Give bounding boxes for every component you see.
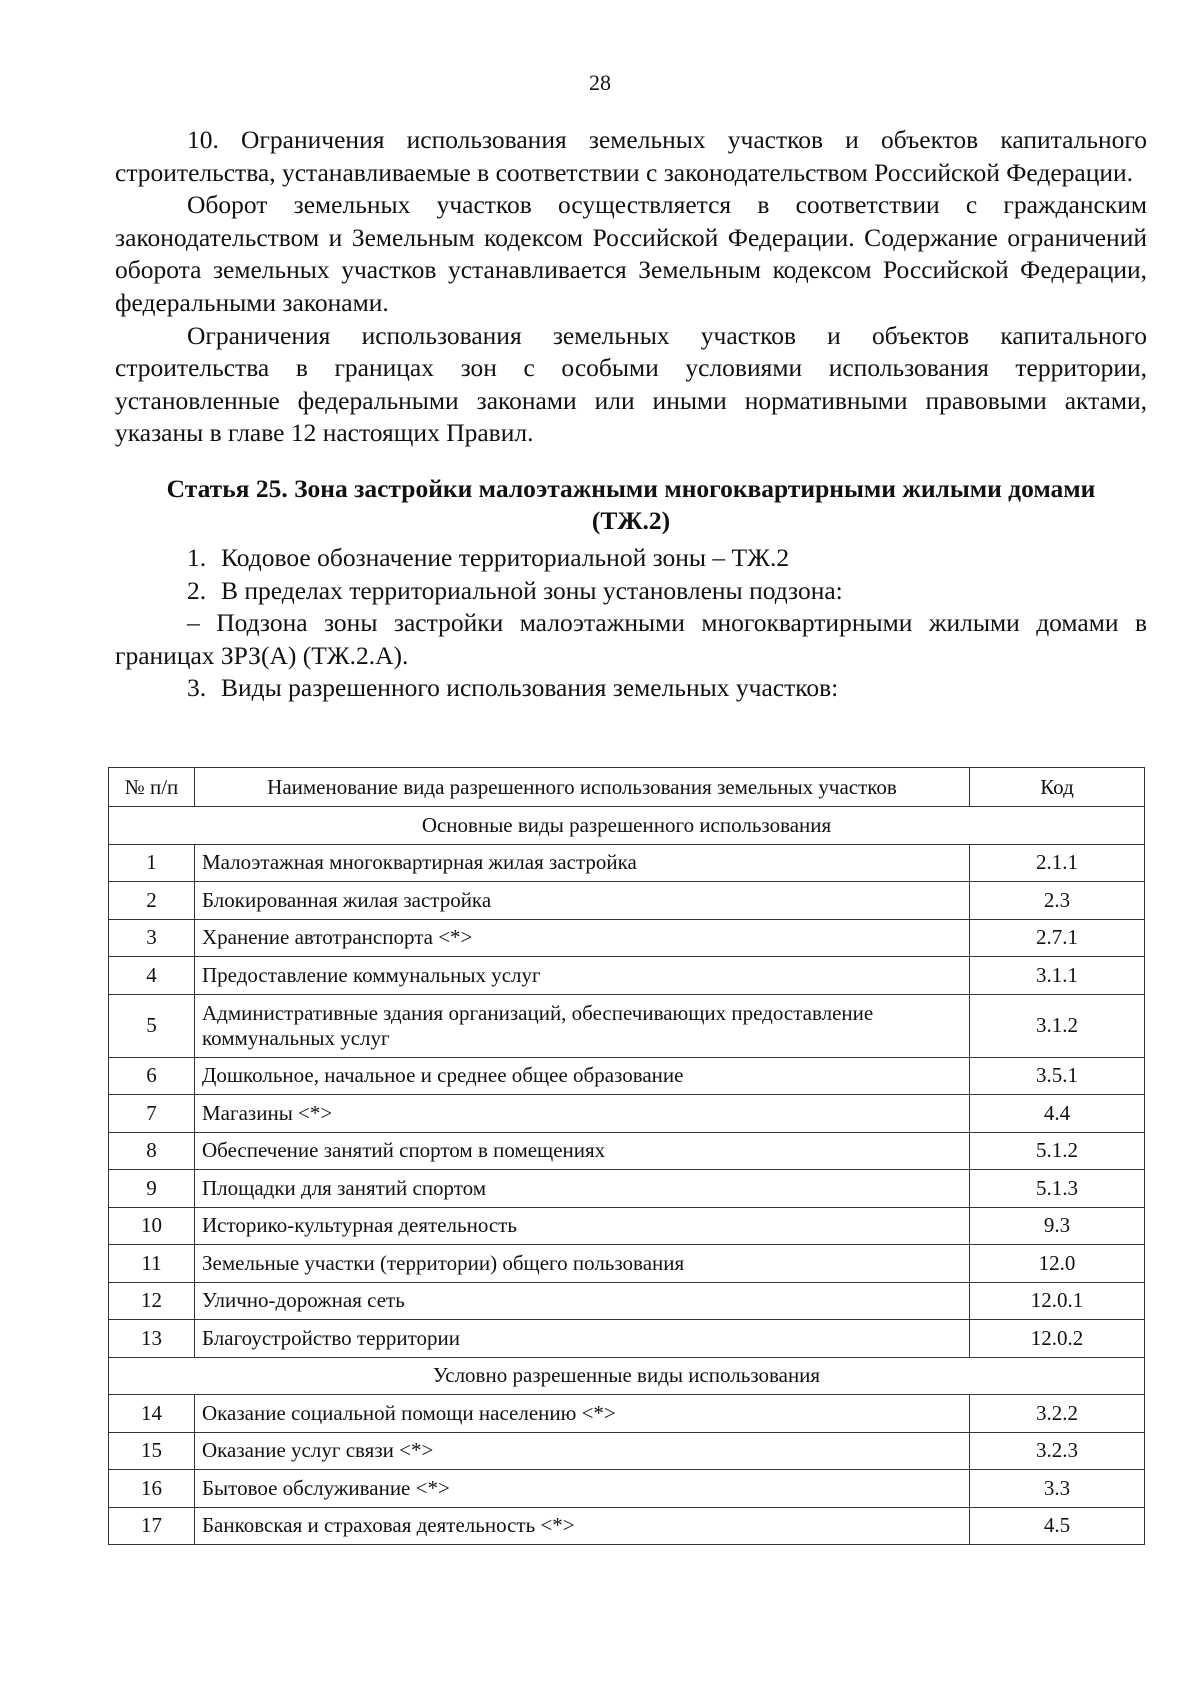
row-code: 2.3 xyxy=(970,882,1145,920)
row-name: Блокированная жилая застройка xyxy=(195,882,970,920)
row-number: 12 xyxy=(109,1282,195,1320)
table-row xyxy=(109,1432,1145,1470)
table-row xyxy=(109,1057,1145,1095)
row-code: 3.5.1 xyxy=(970,1057,1145,1095)
table-row xyxy=(109,1170,1145,1208)
list-item xyxy=(115,542,1147,575)
header-name: Наименование вида разрешенного использования земельных участков xyxy=(195,768,970,807)
list-item-text: В пределах территориальной зоны установлены подзона: xyxy=(221,575,843,605)
list-item-number: 2. xyxy=(187,575,207,605)
table-row xyxy=(109,1282,1145,1320)
section-title: Условно разрешенные виды использования xyxy=(109,1357,1145,1395)
row-code: 2.7.1 xyxy=(970,919,1145,957)
row-number: 4 xyxy=(109,957,195,995)
row-number: 14 xyxy=(109,1395,195,1433)
row-code: 2.1.1 xyxy=(970,844,1145,882)
row-number: 11 xyxy=(109,1245,195,1283)
table-row xyxy=(109,994,1145,1057)
row-number: 8 xyxy=(109,1132,195,1170)
section-row-conditional xyxy=(109,1357,1145,1395)
row-number: 6 xyxy=(109,1057,195,1095)
row-number: 15 xyxy=(109,1432,195,1470)
row-name: Оказание услуг связи <*> xyxy=(195,1432,970,1470)
row-name: Малоэтажная многоквартирная жилая застройка xyxy=(195,844,970,882)
row-name: Административные здания организаций, обеспечивающих предоставление коммунальных услуг xyxy=(195,994,970,1057)
list-item-text: Виды разрешенного использования земельных участков: xyxy=(221,673,839,703)
table-header-row xyxy=(109,768,1145,807)
row-number: 9 xyxy=(109,1170,195,1208)
paragraph: Ограничения использования земельных участков и объектов капитального строительства в границах зон с особыми условиями использования территории, установленные федеральными законами или иными нормативными правовыми актами, указаны в главе 12 настоящих Правил. xyxy=(115,320,1147,448)
row-number: 2 xyxy=(109,882,195,920)
header-code: Код xyxy=(970,768,1145,807)
row-name: Банковская и страховая деятельность <*> xyxy=(195,1507,970,1545)
row-code: 4.5 xyxy=(970,1507,1145,1545)
row-code: 4.4 xyxy=(970,1095,1145,1133)
article-title: Статья 25. Зона застройки малоэтажными многоквартирными жилыми домами (ТЖ.2) xyxy=(166,473,1096,535)
row-name: Магазины <*> xyxy=(195,1095,970,1133)
row-code: 12.0 xyxy=(970,1245,1145,1283)
table-row xyxy=(109,1132,1145,1170)
row-name: Земельные участки (территории) общего пользования xyxy=(195,1245,970,1283)
row-name: Предоставление коммунальных услуг xyxy=(195,957,970,995)
row-name: Дошкольное, начальное и среднее общее образование xyxy=(195,1057,970,1095)
row-number: 3 xyxy=(109,919,195,957)
list-item xyxy=(115,672,1147,705)
section-row-main xyxy=(109,807,1145,845)
row-name: Обеспечение занятий спортом в помещениях xyxy=(195,1132,970,1170)
row-code: 3.1.2 xyxy=(970,994,1145,1057)
header-num: № п/п xyxy=(109,768,195,807)
table-row xyxy=(109,882,1145,920)
table-row xyxy=(109,1507,1145,1545)
row-code: 5.1.3 xyxy=(970,1170,1145,1208)
table-row xyxy=(109,957,1145,995)
row-name: Улично-дорожная сеть xyxy=(195,1282,970,1320)
list-item xyxy=(115,575,1147,608)
subzone-item: – Подзона зоны застройки малоэтажными многоквартирными жилыми домами в границах ЗРЗ(А) (ТЖ.2.А). xyxy=(115,608,1147,670)
row-number: 5 xyxy=(109,994,195,1057)
row-number: 10 xyxy=(109,1207,195,1245)
row-name: Благоустройство территории xyxy=(195,1320,970,1358)
row-code: 12.0.1 xyxy=(970,1282,1145,1320)
table-row xyxy=(109,844,1145,882)
table-row xyxy=(109,1320,1145,1358)
table-row xyxy=(109,1207,1145,1245)
row-name: Площадки для занятий спортом xyxy=(195,1170,970,1208)
table-row xyxy=(109,1395,1145,1433)
permitted-uses-table xyxy=(108,767,1145,1545)
table-row xyxy=(109,1470,1145,1508)
table-row xyxy=(109,1095,1145,1133)
section-title: Основные виды разрешенного использования xyxy=(109,807,1145,845)
table-row xyxy=(109,1245,1145,1283)
list-item-number: 1. xyxy=(187,542,207,572)
row-code: 12.0.2 xyxy=(970,1320,1145,1358)
page-number: 28 xyxy=(589,70,611,95)
table-row xyxy=(109,919,1145,957)
row-number: 1 xyxy=(109,844,195,882)
row-code: 3.2.3 xyxy=(970,1432,1145,1470)
document-body xyxy=(115,124,1147,705)
paragraph: Оборот земельных участков осуществляется в соответствии с гражданским законодательством и Земельным кодексом Российской Федерации. Содержание ограничений оборота земельных участков устанавливается Земельным кодексом Российской Федерации, федеральными законами. xyxy=(115,190,1147,317)
list-item-text: Кодовое обозначение территориальной зоны – ТЖ.2 xyxy=(221,542,790,572)
row-name: Историко-культурная деятельность xyxy=(195,1207,970,1245)
row-code: 9.3 xyxy=(970,1207,1145,1245)
row-code: 3.3 xyxy=(970,1470,1145,1508)
row-number: 16 xyxy=(109,1470,195,1508)
row-number: 13 xyxy=(109,1320,195,1358)
paragraph: 10. Ограничения использования земельных участков и объектов капитального строительства, устанавливаемые в соответствии с законодательством Российской Федерации. xyxy=(115,125,1147,187)
row-code: 3.2.2 xyxy=(970,1395,1145,1433)
row-number: 17 xyxy=(109,1507,195,1545)
row-code: 5.1.2 xyxy=(970,1132,1145,1170)
row-name: Бытовое обслуживание <*> xyxy=(195,1470,970,1508)
row-number: 7 xyxy=(109,1095,195,1133)
row-name: Оказание социальной помощи населению <*> xyxy=(195,1395,970,1433)
list-item-number: 3. xyxy=(187,673,207,703)
row-code: 3.1.1 xyxy=(970,957,1145,995)
row-name: Хранение автотранспорта <*> xyxy=(195,919,970,957)
